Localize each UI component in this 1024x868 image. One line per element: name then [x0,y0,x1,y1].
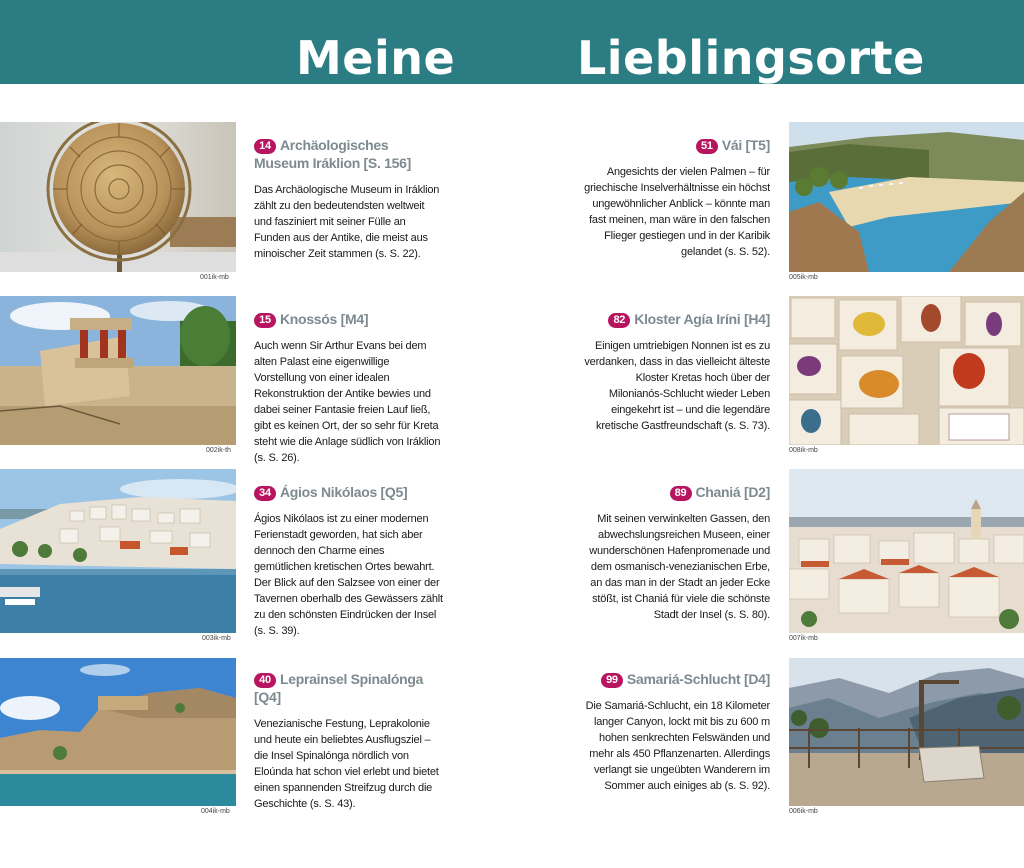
photo-knossos [0,296,236,445]
entry-spinalonga [254,670,444,812]
photo-phaistos-disc [0,122,236,272]
entry-heading [254,483,444,501]
entry-text: Venezianische Festung, Leprakolonie und heute ein beliebtes Ausflugsziel – die Insel Spinalónga nördlich von Eloúnda hat schon viel erlebt und bietet einen spannenden Streifzug durch die Geschichte (s. S. 43). [254,718,439,810]
entry-title: Leprainsel Spinalónga [Q4] [254,671,424,705]
entry-text: Die Samariá-Schlucht, ein 18 Kilometer langer Canyon, lockt mit bis zu 600 m hohen senkrechten Felswänden und mehr als 450 Pflanzenarten. Allerdings verlangt sie ungeübten Wanderern im Sommer auch einiges ab (s. S. 92). [585,700,770,792]
photo-credit: 001ik-mb [200,274,229,281]
entry-title: Archäologisches Museum Iráklion [S. 156] [254,137,411,171]
entry-heading [254,310,444,328]
entry-title: Knossós [M4] [280,311,369,327]
photo-credit: 006ik-mb [789,808,818,815]
photo-agios-nikolaos [0,469,236,633]
entry-text: Auch wenn Sir Arthur Evans bei dem alten Palast eine eigenwillige Vorstellung von einer idealen Rekonstruktion der Antike bewies und dabei seiner Fantasie freien Lauf ließ, gibt es keinen Ort, der so sehr für Kreta steht wie die Anlage südlich von Iráklion (s. S. 26). [254,340,441,464]
entry-number-badge: 99 [601,673,623,688]
photo-vai [789,122,1024,272]
entry-number-badge: 51 [696,139,718,154]
entry-text: Ágios Nikólaos ist zu einer modernen Ferienstadt geworden, hat sich aber dennoch den Charme eines gemütlichen kretischen Ortes bewahrt. Der Blick auf den Salzsee von einer der Tavernen oberhalb des Gewässers zählt zu den schönsten Eindrücken der Insel (s. S. 39). [254,513,443,637]
entry-number-badge: 14 [254,139,276,154]
entry-text: Mit seinen verwinkelten Gassen, den abwechslungsreichen Museen, einer wunderschönen Hafenpromenade und dem osmanisch-venezianischen Erbe, an das man in der Stadt an jeder Ecke stößt, ist Chaniá für viele die schönste Stadt der Insel (s. S. 80). [589,513,770,621]
entry-title: Ágios Nikólaos [Q5] [280,484,408,500]
entry-agios-nikolaos [254,483,444,639]
entry-chania [580,483,770,623]
entry-title: Kloster Agía Iríni [H4] [634,311,770,327]
photo-chania [789,469,1024,633]
page-title-left: Meine [296,31,456,85]
entry-heading [254,136,444,172]
page-title-right: Lieblingsorte [577,31,925,85]
photo-samaria [789,658,1024,806]
entry-vai [580,136,770,260]
entry-heading [580,310,770,328]
entry-archaeological-museum [254,136,444,262]
entry-title: Vái [T5] [721,137,770,153]
entry-knossos [254,310,444,466]
photo-credit: 005ik-mb [789,274,818,281]
photo-credit: 004ik-mb [201,808,230,815]
entry-number-badge: 40 [254,673,276,688]
entry-number-badge: 34 [254,486,276,501]
photo-credit: 003ik-mb [202,635,231,642]
photo-credit: 008ik-mb [789,447,818,454]
entry-heading [580,483,770,501]
entry-number-badge: 15 [254,313,276,328]
entry-heading [254,670,444,706]
entry-number-badge: 89 [670,486,692,501]
header-banner [0,0,1024,84]
photo-kloster-soaps [789,296,1024,445]
entry-text: Einigen umtriebigen Nonnen ist es zu verdanken, dass in das vielleicht älteste Kloster Kretas hoch über der Milonianós-Schlucht wieder Leben eingekehrt ist – und die legendäre kretische Gastfreundschaft (s. S. 73). [584,340,770,432]
entry-title: Chaniá [D2] [695,484,770,500]
entry-kloster-agia-irini [580,310,770,434]
photo-spinalonga [0,658,236,806]
entry-samaria [580,670,770,794]
entry-text: Angesichts der vielen Palmen – für griechische Inselverhältnisse ein höchst ungewöhnlicher Anblick – könnte man fast meinen, man wäre in den falschen Flieger gestiegen und in der Karibik gelandet (s. S. 52). [584,166,770,258]
photo-credit: 007ik-mb [789,635,818,642]
entry-heading [580,670,770,688]
entry-text: Das Archäologische Museum in Iráklion zählt zu den bedeutendsten weltweit und fasziniert mit seiner Fülle an Funden aus der Antike, die meist aus minoischer Zeit stammen (s. S. 22). [254,184,440,260]
entry-title: Samariá-Schlucht [D4] [626,671,770,687]
entry-number-badge: 82 [608,313,630,328]
entry-heading [580,136,770,154]
photo-credit: 002ik-th [206,447,231,454]
